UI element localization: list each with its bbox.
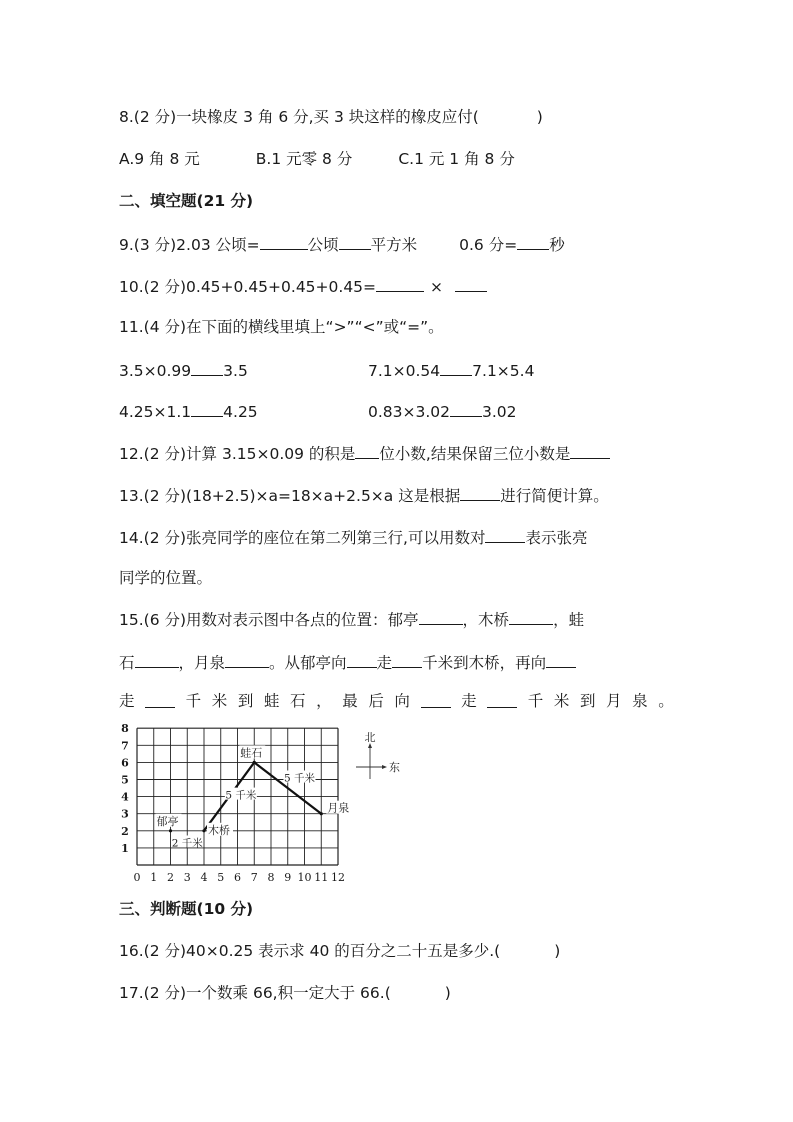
q16-close: ) [554, 942, 561, 960]
q15-char: 最 [342, 692, 358, 710]
point-label: 蛙石 [240, 746, 263, 760]
q8-option-c: C.1 元 1 角 8 分 [398, 150, 515, 168]
x-tick-label: 9 [284, 871, 292, 884]
x-tick-label: 7 [250, 871, 258, 884]
q15-char: 后 [368, 692, 384, 710]
q11-expr-right: 3.02 [482, 403, 517, 421]
y-tick-label: 3 [121, 807, 129, 821]
x-tick-label: 10 [297, 871, 312, 884]
q11-expr-right: 3.5 [223, 362, 248, 380]
q15-char: 到 [237, 692, 254, 710]
q8-option-b: B.1 元零 8 分 [255, 150, 353, 168]
q10-text-a: 10.(2 分)0.45+0.45+0.45+0.45= [119, 278, 377, 296]
point-marker [169, 829, 172, 832]
q11-expr-left: 7.1×0.54 [368, 362, 441, 380]
blank[interactable] [376, 275, 424, 292]
q8-option-a: A.9 角 8 元 [119, 150, 200, 168]
point-marker [320, 812, 323, 815]
q15-char: 米 [553, 692, 570, 710]
q12-text-b: 位小数,结果保留三位小数是 [379, 445, 571, 463]
q8-close: ) [536, 108, 543, 126]
blank[interactable] [191, 400, 223, 417]
q8-stem: 8.(2 分)一块橡皮 3 角 6 分,买 3 块这样的橡皮应付( [119, 108, 479, 126]
blank[interactable] [460, 484, 500, 501]
x-tick-label: 1 [150, 871, 158, 884]
blank[interactable] [225, 651, 269, 668]
y-tick-label: 6 [121, 756, 129, 770]
q15-text: ，木桥 [462, 611, 510, 629]
q11-item-1 [119, 359, 248, 381]
distance-label: 5 千米 [283, 772, 315, 785]
blank[interactable] [517, 233, 549, 250]
q17-close: ) [444, 984, 451, 1002]
point-marker [202, 829, 205, 832]
section-3-title: 三、判断题(10 分) [119, 900, 254, 918]
q13-text-b: 进行简便计算。 [500, 487, 609, 505]
q11-expr-right: 4.25 [223, 403, 258, 421]
blank[interactable] [485, 526, 525, 543]
q15-text: 。从郁亭向 [269, 654, 347, 672]
q14-text-a: 14.(2 分)张亮同学的座位在第二列第三行,可以用数对 [119, 529, 486, 547]
q15-char: 米 [211, 692, 228, 710]
x-tick-label: 11 [314, 871, 329, 884]
q11-expr-left: 4.25×1.1 [119, 403, 192, 421]
y-tick-label: 5 [121, 773, 129, 787]
q11-item-2 [368, 359, 534, 381]
q15-char: 。 [658, 692, 674, 710]
y-tick-label: 4 [121, 790, 129, 804]
compass-east-arrow-icon [382, 765, 387, 769]
point-label: 郁亭 [156, 814, 179, 828]
q9-text-a: 9.(3 分)2.03 公顷= [119, 236, 260, 254]
q15-char: 月 [606, 692, 622, 710]
q15-char: ， [316, 692, 332, 710]
blank[interactable] [570, 442, 610, 459]
question-15-line-3 [119, 691, 674, 711]
compass-north-label: 北 [364, 731, 376, 744]
coordinate-grid-diagram [112, 720, 412, 885]
blank[interactable] [191, 359, 223, 376]
blank[interactable] [509, 608, 553, 625]
q15-char: 泉 [632, 692, 648, 710]
x-tick-label: 6 [234, 871, 241, 884]
q15-char: 向 [394, 692, 410, 710]
q9-text-d: 0.6 分= [459, 236, 518, 254]
q11-item-4 [368, 400, 517, 422]
q9-text-e: 秒 [549, 236, 565, 254]
point-marker [253, 761, 256, 764]
distance-label: 2 千米 [171, 837, 203, 850]
blank[interactable] [392, 651, 422, 668]
question-10 [119, 275, 487, 297]
q14-continued: 同学的位置。 [119, 569, 213, 587]
question-15-line-2 [119, 651, 576, 673]
y-tick-label: 1 [121, 841, 129, 855]
blank[interactable] [260, 233, 308, 250]
x-tick-label: 12 [331, 871, 345, 884]
q11-expr-left: 3.5×0.99 [119, 362, 192, 380]
q16-text: 16.(2 分)40×0.25 表示求 40 的百分之二十五是多少.( [119, 942, 501, 960]
x-tick-label: 8 [267, 871, 275, 884]
blank[interactable] [450, 400, 482, 417]
x-tick-label: 0 [133, 871, 141, 884]
x-tick-label: 3 [183, 871, 191, 884]
q8-options [119, 149, 515, 169]
question-14 [119, 526, 587, 548]
question-17 [119, 983, 451, 1003]
q15-text: 15.(6 分)用数对表示图中各点的位置：郁亭 [119, 611, 419, 629]
q15-char: 走 [119, 692, 135, 710]
x-tick-label: 4 [200, 871, 208, 884]
q11-item-3 [119, 400, 258, 422]
q15-text: ，蛙 [553, 611, 585, 629]
x-tick-label: 5 [217, 871, 225, 884]
q9-text-c: 平方米 [370, 236, 418, 254]
x-tick-label: 2 [167, 871, 174, 884]
y-tick-label: 2 [121, 824, 129, 838]
q15-text: 走 [376, 654, 393, 672]
question-16 [119, 941, 560, 961]
question-13 [119, 484, 609, 506]
y-tick-label: 8 [121, 722, 129, 736]
blank[interactable] [419, 608, 463, 625]
blank[interactable] [487, 691, 517, 708]
blank[interactable] [145, 691, 175, 708]
q15-char: 蛙 [263, 692, 280, 710]
q15-char: 走 [461, 692, 477, 710]
q15-char: 千 [185, 692, 202, 710]
blank[interactable] [455, 275, 487, 292]
q10-times: × [430, 278, 444, 296]
blank[interactable] [355, 442, 379, 459]
q17-text: 17.(2 分)一个数乘 66,积一定大于 66.( [119, 984, 391, 1002]
question-12 [119, 442, 610, 464]
q12-text-a: 12.(2 分)计算 3.15×0.09 的积是 [119, 445, 356, 463]
blank[interactable] [339, 233, 371, 250]
blank[interactable] [135, 651, 179, 668]
distance-label: 5 千米 [225, 789, 257, 802]
q14-text-b: 表示张亮 [525, 529, 588, 547]
question-15-line-1 [119, 608, 584, 630]
q13-text-a: 13.(2 分)(18+2.5)×a=18×a+2.5×a 这是根据 [119, 487, 461, 505]
q15-char: 到 [579, 692, 596, 710]
q15-char: 千 [527, 692, 544, 710]
blank[interactable] [546, 651, 576, 668]
y-tick-label: 7 [121, 739, 129, 753]
q9-text-b: 公顷 [307, 236, 339, 254]
q15-char: 石 [290, 692, 306, 710]
q15-text: 千米到木桥，再向 [422, 654, 547, 672]
compass-east-label: 东 [389, 761, 400, 774]
point-label: 月泉 [327, 801, 350, 815]
q15-text: ，月泉 [178, 654, 226, 672]
q11-expr-left: 0.83×3.02 [368, 403, 451, 421]
blank[interactable] [347, 651, 377, 668]
blank[interactable] [421, 691, 451, 708]
question-11: 11.(4 分)在下面的横线里填上“>”“<”或“=”。 [119, 318, 444, 336]
question-9 [119, 233, 565, 255]
blank[interactable] [440, 359, 472, 376]
q15-text: 石 [119, 654, 135, 672]
point-label: 木桥 [208, 823, 230, 837]
question-8 [119, 107, 543, 127]
section-2-title: 二、填空题(21 分) [119, 192, 254, 210]
q11-expr-right: 7.1×5.4 [472, 362, 535, 380]
